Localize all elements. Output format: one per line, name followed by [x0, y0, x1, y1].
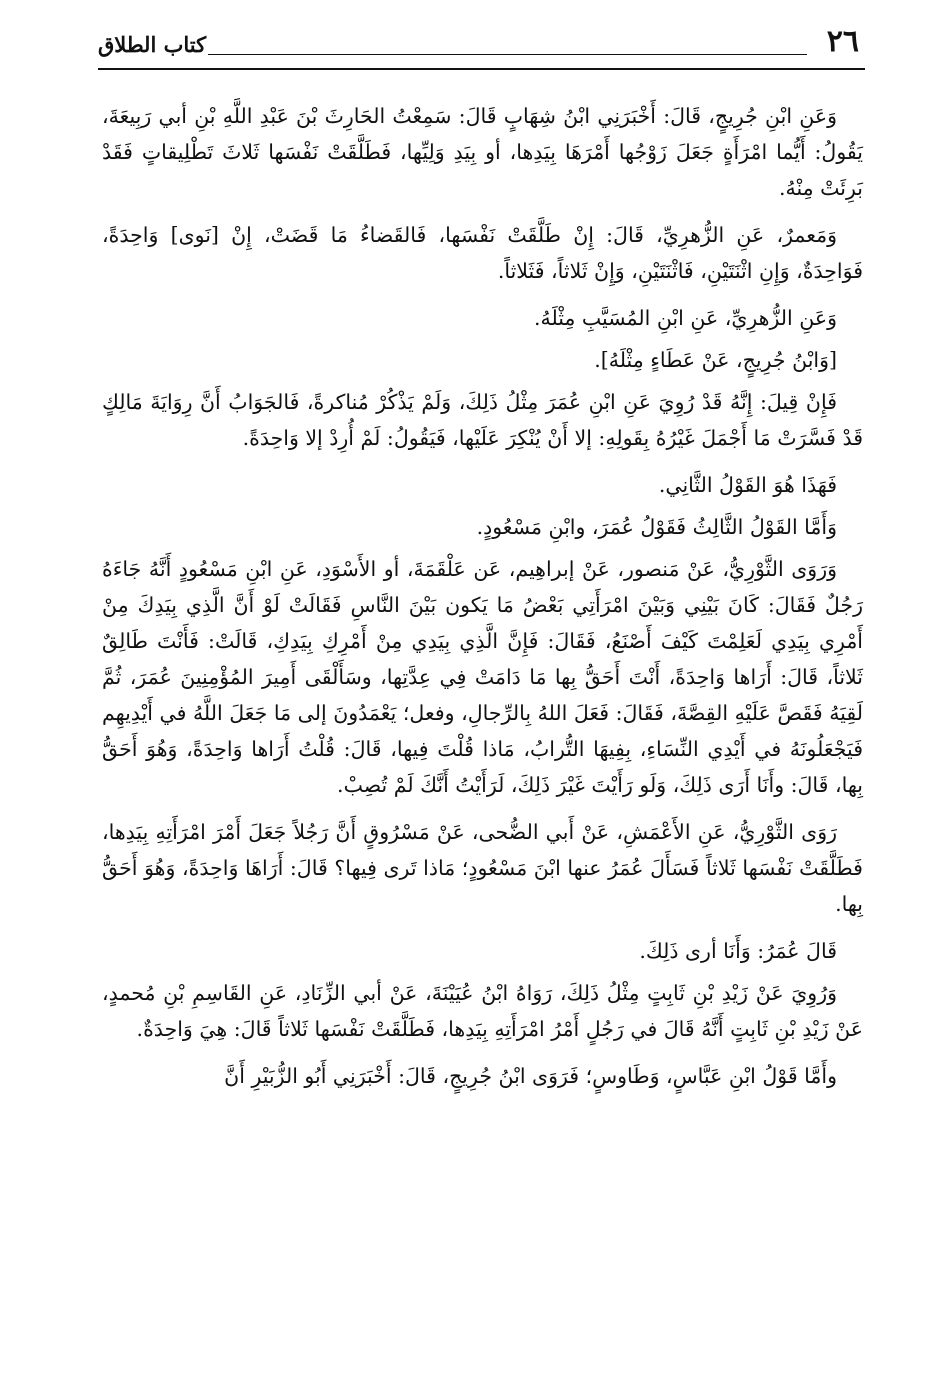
paragraph: وَعَنِ ابْنِ جُرِيجٍ، قَالَ: أَخْبَرَنِي ابْنُ شِهَابٍ قَالَ: سَمِعْتُ الحَارِثَ بْنَ عَبْدِ اللَّهِ بْنِ أبي رَبِيعَةَ، يَقُولُ: أَيُّما امْرَأَةٍ جَعَلَ زَوْجُها أَمْرَهَا بِيَدِها، أو بِيَدِ وَلِيِّها، فَطَلَّقَتْ نَفْسَها ثَلاثَ تَطْلِيقاتٍ فَقَدْ بَرِئَتْ مِنْهُ. — [102, 104, 863, 200]
paragraph: رَوَى الثَّوْرِيُّ، عَنِ الأَعْمَشِ، عَنْ أَبي الضُّحى، عَنْ مَسْرُوقٍ أَنَّ رَجُلاً جَعَلَ أَمْرَ امْرَأَتِهِ بِيَدِها، فَطَلَّقَتْ نَفْسَها ثَلاثاً فَسَأَلَ عُمَرُ عنها ابْنَ مَسْعُودٍ؛ مَاذا تَرى فِيها؟ قَالَ: أَرَاهَا وَاحِدَةً، وَهُوَ أَحَقُّ بِها. — [102, 820, 863, 916]
header-rule — [98, 68, 865, 70]
running-title: كتاب الطلاق — [98, 32, 207, 57]
paragraph: فَهَذَا هُوَ القَوْلُ الثَّانِي. — [658, 473, 837, 497]
paragraph: وَأَمَّا القَوْلُ الثَّالِثُ فَقَوْلُ عُمَرَ، وابْنِ مَسْعُودٍ. — [476, 515, 837, 539]
paragraph: [وَابْنُ جُرِيجٍ، عَنْ عَطَاءٍ مِثْلَهُ]. — [594, 348, 837, 372]
paragraph: فَإِنْ قِيلَ: إِنَّهُ قَدْ رُوِيَ عَنِ ابْنِ عُمَرَ مِثْلُ ذَلِكَ، وَلَمْ يَذْكُرْ مُناكرةً، فَالجَوَابُ أَنَّ رِوَايَةَ مَالِكٍ قَدْ فَسَّرَتْ مَا أَجْمَلَ غَيْرُهُ بِقَولِهِ: إلا أَنْ يُنْكِرَ عَلَيْها، فَيَقُولُ: لَمْ أُرِدْ إلا وَاحِدَةً. — [102, 390, 863, 450]
paragraph: وَرُوِيَ عَنْ زَيْدِ بْنِ ثَابِتٍ مِثْلُ ذَلِكَ، رَوَاهُ ابْنُ عُيَيْنَةَ، عَنْ أبي الزِّنَادِ، عَنِ القَاسِمِ بْنِ مُحمدٍ، عَنْ زَيْدِ بْنِ ثَابِتٍ أَنَّهُ قَالَ في رَجُلٍ أَمْرُ امْرَأَتِهِ بِيَدِها، فَطَلَّقَتْ نَفْسَها ثَلاثاً قَالَ: هِيَ وَاحِدَةٌ. — [102, 981, 863, 1041]
paragraph: وأَمَّا قَوْلُ ابْنِ عَبَّاسٍ، وَطَاوسٍ؛ فَرَوَى ابْنُ جُرِيجٍ، قَالَ: أَخْبَرَنِي أَبُو الزُّبَيْرِ أَنَّ — [224, 1064, 837, 1088]
paragraph: قَالَ عُمَرُ: وَأَنَا أرى ذَلِكَ. — [639, 939, 837, 963]
body-text — [102, 98, 863, 1105]
paragraph: وَمَعمرٌ، عَنِ الزُّهرِيِّ، قَالَ: إِنْ طَلَّقَتْ نَفْسَها، فَالقَضاءُ مَا قَضَتْ، إِنْ [نَوى] وَاحِدَةً، فَوَاحِدَةٌ، وَإِنِ اثْنَتَيْنِ، فَاثْنَتَيْنِ، وَإِنْ ثَلاثاً، فَثَلاثاً. — [102, 223, 863, 283]
paragraph: وَعَنِ الزُّهرِيِّ، عَنِ ابْنِ المُسَيَّبِ مِثْلَهُ. — [533, 306, 837, 330]
header-dash-line — [208, 54, 807, 55]
page-number: ٢٦ — [826, 24, 859, 59]
paragraph: وَرَوَى الثَّوْرِيُّ، عَنْ مَنصور، عَنْ إبراهِيم، عَن عَلْقَمَةَ، أو الأَسْوَدِ، عَنِ ابْنِ مَسْعُودٍ أَنَّهُ جَاءَهُ رَجُلٌ فَقَالَ: كَانَ بَيْنِي وَبَيْنَ امْرَأَتِي بَعْضُ مَا يَكون بَيْنَ النَّاسِ فَقَالَتْ لَوْ أَنَّ الَّذِي بِيَدِكَ مِنْ أَمْرِي بِيَدِي لَعَلِمْتَ كَيْفَ أَصْنَعُ، فَقَالَ: فَإِنَّ الَّذِي بِيَدِي مِنْ أَمْرِكِ بِيَدِكِ، قَالَتْ: فَأَنْتَ طَالِقٌ ثَلاثاً، قَالَ: أَرَاها وَاحِدَةً، أَنْتَ أَحَقُّ بِها مَا دَامَتْ فِي عِدَّتِها، وسَأَلْقَى أَمِيرَ المُؤْمِنِينَ عُمَرَ، ثُمَّ لَقِيَهُ فَقَصَّ عَلَيْهِ القِصَّةَ، فَقَالَ: فَعَلَ اللهُ بِالرِّجالِ، وفعل؛ يَعْمَدُونَ إلى مَا جَعَلَ اللَّهُ في أَيْدِيهِم فَيَجْعَلُونَهُ في أَيْدِي النِّسَاءِ، بِفِيهَا التُّرابُ، مَاذا قُلْتَ فِيها، قَالَ: قُلْتُ أَرَاها وَاحِدَةً، وَهُوَ أَحَقُّ بِها، قَالَ: وأَنَا أَرَى ذَلِكَ، وَلَو رَأَيْتَ غَيْرَ ذَلِكَ، لَرَأَيْتُ أَنَّكَ لَمْ تُصِبْ. — [102, 557, 863, 797]
page-header — [98, 24, 865, 70]
